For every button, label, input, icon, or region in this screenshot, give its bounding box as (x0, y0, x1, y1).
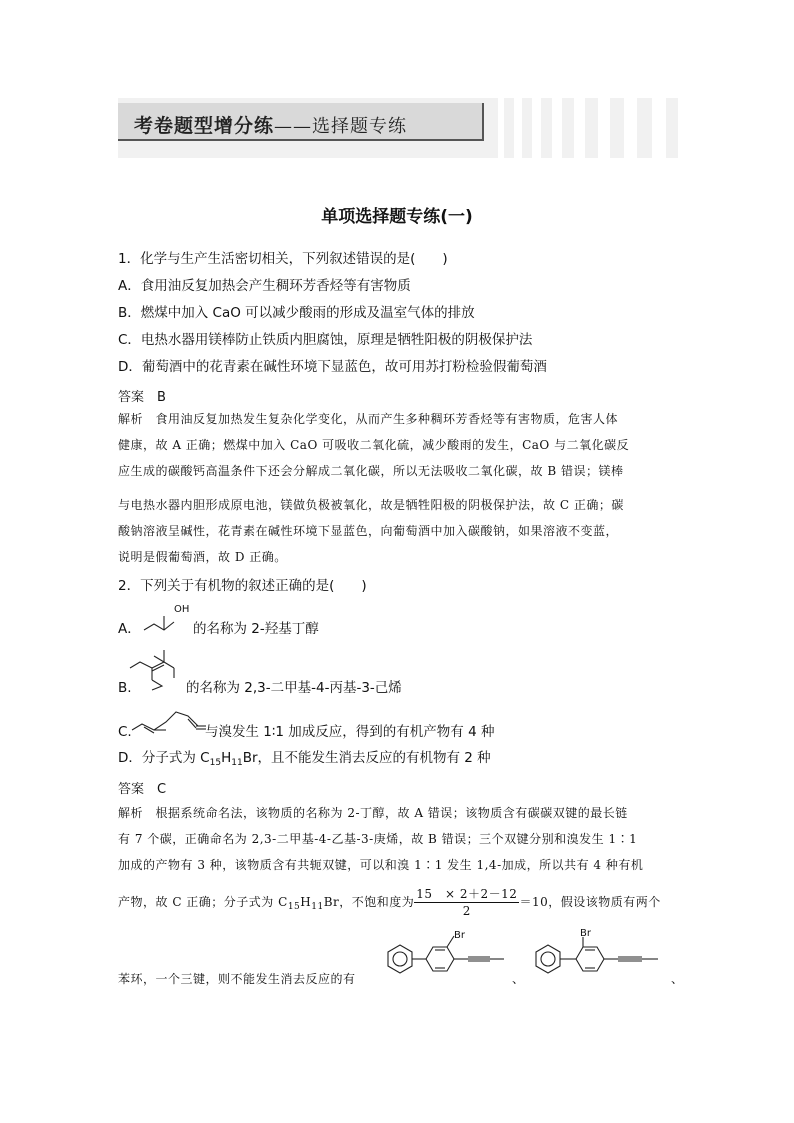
q1-explanation-line: 说明是假葡萄酒，故 D 正确。 (118, 550, 287, 564)
q2-option-c-text: 与溴发生 1∶1 加成反应，得到的有机产物有 4 种 (205, 724, 495, 740)
q1-answer: 答案 B (118, 390, 166, 405)
q2-option-c-label: C. (118, 724, 132, 740)
option-d-part: D．分子式为 C (118, 750, 210, 766)
q2-stem: 2．下列关于有机物的叙述正确的是( ) (118, 578, 367, 594)
banner-stripe (598, 98, 610, 158)
banner-stripe (498, 98, 504, 158)
q1-explanation-line: 解析 食用油反复加热发生复杂化学变化，从而产生多种稠环芳香烃等有害物质，危害人体 (118, 412, 619, 426)
propyl-chain (152, 680, 162, 690)
q1-option-b: B．燃煤中加入 CaO 可以减少酸雨的形成及温室气体的排放 (118, 305, 475, 321)
banner-stripe (624, 98, 637, 158)
triene-chain (132, 712, 198, 730)
alkene-bond (152, 662, 164, 668)
banner-title-text: 考卷题型增分练 (134, 115, 275, 137)
q2-option-a-text: 的名称为 2-羟基丁醇 (193, 621, 319, 637)
aromatic-circle (541, 952, 555, 966)
option-d-part: Br，且不能发生消去反应的有机物有 2 种 (242, 750, 491, 766)
q2-explanation-line: 有 7 个碳，正确命名为 2,3-二甲基-4-乙基-3-庚烯，故 B 错误；三个双键分别和溴发生 1∶1 (118, 832, 638, 846)
bromine-label: Br (454, 930, 465, 941)
q2-explanation-line: 加成的产物有 3 种，该物质含有共轭双键，可以和溴 1∶1 发生 1,4-加成，所以共有 4 种有机 (118, 858, 644, 872)
q1-explanation-line: 与电热水器内胆形成原电池，镁做负极被氧化，故是牺牲阳极的阴极保护法，故 C 正确；碳 (118, 498, 624, 512)
unsaturation-fraction (414, 886, 519, 919)
explanation-part: ＝10，假设该物质有两个 (519, 895, 661, 909)
banner-stripe (552, 98, 562, 158)
bromine-label: Br (580, 928, 591, 939)
q1-explanation-line: 酸钠溶液呈碱性，花青素在碱性环境下显蓝色，向葡萄酒中加入碳酸钠，如果溶液不变蓝， (118, 524, 619, 538)
explanation-part: 产物，故 C 正确；分子式为 C (118, 895, 288, 909)
q2-explanation-line: 苯环，一个三键，则不能发生消去反应的有 (118, 972, 356, 986)
benzene-ring-1 (536, 945, 560, 973)
q1-explanation-line: 健康，故 A 正确；燃煤中加入 CaO 可吸收二氧化硫，减少酸雨的发生，CaO 与二氧化碳反 (118, 438, 630, 452)
subscript: 15 (287, 902, 301, 912)
banner-title-box (118, 103, 484, 141)
separator: 、 (512, 972, 525, 986)
q1-option-a: A．食用油反复加热会产生稠环芳香烃等有害物质 (118, 278, 411, 294)
benzene-ring-2 (576, 947, 604, 971)
q1-option-d: D．葡萄酒中的花青素在碱性环境下显蓝色，故可用苏打粉检验假葡萄酒 (118, 359, 547, 375)
banner-stripe (574, 98, 585, 158)
methyl-bond-2 (154, 656, 164, 662)
q1-option-c: C．电热水器用镁棒防止铁质内胆腐蚀，原理是牺牲阳极的阴极保护法 (118, 332, 533, 348)
page-heading: 单项选择题专练(一) (321, 207, 473, 227)
banner-stripe (532, 98, 541, 158)
structure-biphenyl-1 (374, 930, 520, 990)
aromatic-circle (393, 952, 407, 966)
q2-answer: 答案 C (118, 782, 167, 797)
subscript: 11 (231, 758, 243, 768)
separator: 、 (671, 972, 684, 986)
banner-stripe (514, 98, 522, 158)
q2-option-a-label: A． (118, 621, 141, 637)
structure-alkene-b (126, 646, 190, 692)
structure-triene-c (130, 704, 206, 736)
subscript: 11 (311, 902, 324, 912)
subscript: 15 (209, 758, 222, 768)
explanation-part: H (300, 895, 312, 909)
option-d-part: H (221, 750, 232, 766)
br-bond (447, 936, 454, 947)
double-bond-line (152, 665, 164, 671)
q2-option-b-label: B. (118, 680, 132, 696)
alkene-chain (130, 662, 152, 668)
explanation-part: Br，不饱和度为 (323, 895, 415, 909)
benzene-ring-2 (426, 947, 454, 971)
hydroxyl-label: OH (174, 604, 190, 615)
q2-explanation-line: 解析 根据系统命名法，该物质的名称为 2-丁醇，故 A 错误；该物质含有碳碳双键的最长链 (118, 806, 628, 820)
fraction-numerator: 15 × 2＋2－12 (416, 887, 518, 901)
banner-stripe (652, 98, 666, 158)
section-banner (118, 98, 678, 160)
q1-explanation-line: 应生成的碳酸钙高温条件下还会分解成二氧化碳，所以无法吸收二氧化碳，故 B 错误；镁棒 (118, 464, 624, 478)
q1-stem: 1．化学与生产生活密切相关，下列叙述错误的是( ) (118, 251, 448, 267)
isopropyl-bond (164, 662, 174, 668)
q2-option-d (118, 749, 491, 767)
benzene-ring-1 (388, 945, 412, 973)
q2-option-b-text: 的名称为 2,3-二甲基-4-丙基-3-己烯 (186, 680, 402, 696)
banner-title (134, 111, 407, 138)
q2-explanation-line (118, 886, 661, 919)
banner-subtitle: ——选择题专练 (274, 116, 408, 137)
structure-2-butanol (140, 600, 190, 636)
butanol-skeleton (144, 622, 174, 630)
fraction-denominator: 2 (462, 904, 471, 918)
structure-biphenyl-2 (528, 930, 674, 990)
